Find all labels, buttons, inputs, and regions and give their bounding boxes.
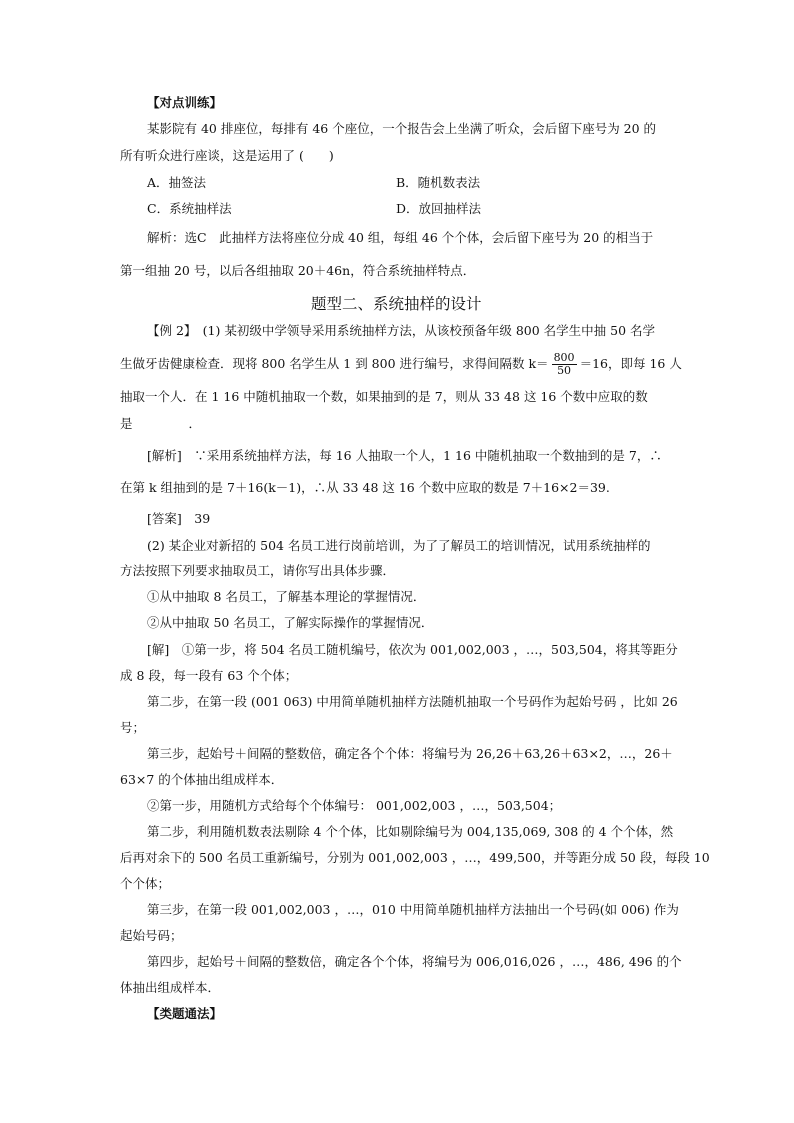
example-analysis-line: [解析] ∵采用系统抽样方法，每 16 人抽取一个人，1 16 中随机抽取一个数抽到的是 7，∴ [147,448,662,463]
option-c: C．系统抽样法 [147,201,232,216]
solution-line: 后再对余下的 500 名员工重新编号，分别为 001,002,003 ，…，499,500，并等距分成 50 段，每段 10 [120,850,710,865]
practice-analysis-line: 解析：选C 此抽样方法将座位分成 40 组，每组 46 个个体，会后留下座号为 20 的相当于 [147,230,654,245]
example-text: 生做牙齿健康检查．现将 800 名学生从 1 到 800 进行编号，求得间隔数 k＝ [120,356,549,371]
solution-line: 起始号码； [120,928,183,943]
example-text: 是 [120,416,133,431]
fraction-denominator: 50 [557,364,572,377]
option-d: D．放回抽样法 [396,201,482,216]
part2-line: (2) 某企业对新招的 504 名员工进行岗前培训，为了了解员工的培训情况，试用系统抽样的 [147,538,651,553]
solution-line: 体抽出组成样本． [120,980,221,995]
solution-line: ②第一步，用随机方式给每个个体编号： 001,002,003 ，…，503,504； [147,798,562,813]
practice-question-line: 所有听众进行座谈，这是运用了 ( ) [120,148,334,163]
solution-line: 第二步，在第一段 (001 063) 中用简单随机抽样方法随机抽取一个号码作为起始号码 ，比如 26 [147,694,678,709]
solution-line: 第四步，起始号＋间隔的整数倍，确定各个个体，将编号为 006,016,026 ，…，486, 496 的个 [147,954,682,969]
example-text: ＝16，即每 16 人 [579,356,682,371]
practice-analysis-line: 第一组抽 20 号，以后各组抽取 20＋46n，符合系统抽样特点． [120,263,476,278]
solution-line: 第三步，在第一段 001,002,003 ，…，010 中用简单随机抽样方法抽出一个号码(如 006) 作为 [147,902,679,917]
example-line [120,416,201,432]
solution-line: 63×7 的个体抽出组成样本． [120,772,284,787]
example-line: 【例 2】 (1) 某初级中学领导采用系统抽样方法，从该校预备年级 800 名学生中抽 50 名学 [147,323,656,338]
solution-line: 个个体； [120,876,171,891]
option-a: A．抽签法 [147,175,207,190]
solution-line: 号； [120,720,146,735]
requirement-1: ①从中抽取 8 名员工，了解基本理论的掌握情况． [147,589,426,604]
footer-header: 【类题通法】 [147,1006,223,1021]
fraction-numerator: 800 [553,351,575,364]
solution-line: 成 8 段，每一段有 63 个个体； [120,668,298,683]
option-b: B．随机数表法 [396,175,481,190]
section-title: 题型二、系统抽样的设计 [311,295,482,313]
interval-fraction [552,352,577,377]
solution-line: 第三步，起始号＋间隔的整数倍，确定各个个体：将编号为 26,26＋63,26＋63×2，…，26＋ [147,746,673,761]
requirement-2: ②从中抽取 50 名员工，了解实际操作的掌握情况． [147,615,434,630]
example-line: 抽取一个人．在 1 16 中随机抽取一个数，如果抽到的是 7，则从 33 48 这 16 个数中应取的数 [120,389,648,404]
example-text: ． [188,416,202,431]
solution-line: [解] ①第一步，将 504 名员工随机编号，依次为 001,002,003 ，…，503,504，将其等距分 [147,642,678,657]
practice-header: 【对点训练】 [147,95,223,110]
example-line [120,352,682,377]
answer-line: [答案] 39 [147,511,211,526]
part2-line: 方法按照下列要求抽取员工，请你写出具体步骤． [120,563,396,578]
solution-line: 第二步，利用随机数表法剔除 4 个个体，比如剔除编号为 004,135,069, 308 的 4 个个体，然 [147,824,674,839]
example-analysis-line: 在第 k 组抽到的是 7＋16(k－1)，∴从 33 48 这 16 个数中应取的数是 7＋16×2＝39. [120,480,610,495]
practice-question-line: 某影院有 40 排座位，每排有 46 个座位，一个报告会上坐满了听众，会后留下座号为 20 的 [147,121,657,136]
